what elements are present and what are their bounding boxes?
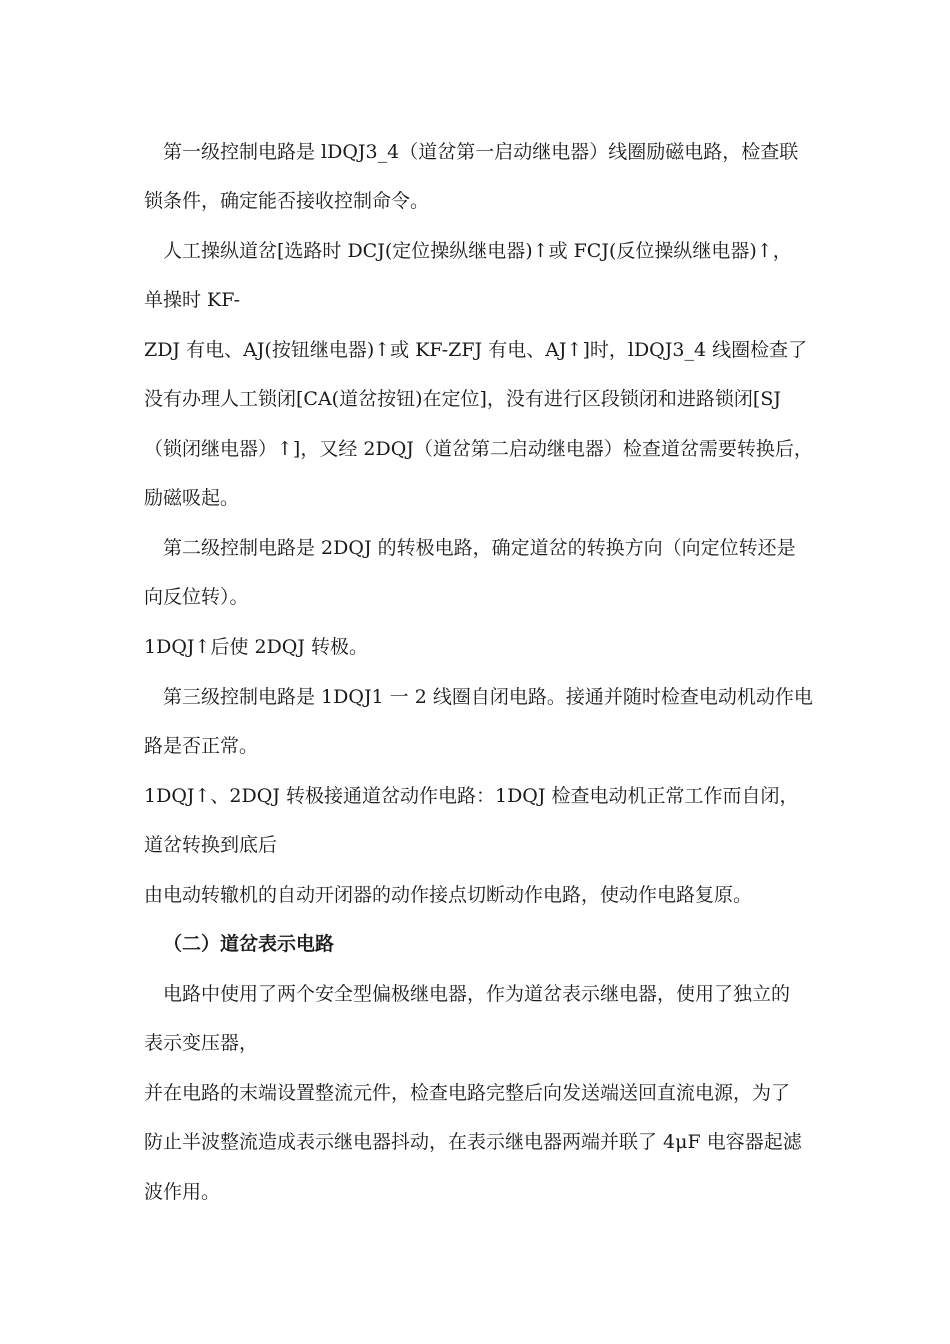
paragraph-line: 道岔转换到底后 [144,834,278,856]
paragraph-line: 锁条件，确定能否接收控制命令。 [144,190,430,212]
paragraph-line: 1DQJ↑、2DQJ 转极接通道岔动作电路：1DQJ 检查电动机正常工作而自闭， [144,785,799,807]
paragraph-line: 1DQJ↑后使 2DQJ 转极。 [144,636,369,658]
paragraph-line: 并在电路的末端设置整流元件，检查电路完整后向发送端送回直流电源，为了 [144,1082,791,1104]
paragraph-line: 没有办理人工锁闭[CA(道岔按钮)在定位]，没有进行区段锁闭和进路锁闭[SJ [144,388,781,410]
paragraph-line: 向反位转）。 [144,586,249,608]
paragraph-line: 第三级控制电路是 1DQJ1 一 2 线圈自闭电路。接通并随时检查电动机动作电 [163,686,813,708]
paragraph-line: 第二级控制电路是 2DQJ 的转极电路，确定道岔的转换方向（向定位转还是 [163,537,796,559]
paragraph-line: 电路中使用了两个安全型偏极继电器，作为道岔表示继电器，使用了独立的 [163,983,791,1005]
paragraph-line: 表示变压器， [144,1032,259,1054]
paragraph-line: 防止半波整流造成表示继电器抖动，在表示继电器两端并联了 4μF 电容器起滤 [144,1131,802,1153]
paragraph-line: ZDJ 有电、AJ(按钮继电器)↑或 KF-ZFJ 有电、AJ↑]时，lDQJ3_4 线圈检查了 [144,339,808,361]
paragraph-line: 由电动转辙机的自动开闭器的动作接点切断动作电路，使动作电路复原。 [144,884,753,906]
paragraph-line: 人工操纵道岔[选路时 DCJ(定位操纵继电器)↑或 FCJ(反位操纵继电器)↑， [163,240,792,262]
paragraph-line: 励磁吸起。 [144,487,240,509]
paragraph-line: 单操时 KF- [144,289,240,311]
paragraph-line: 路是否正常。 [144,735,259,757]
paragraph-line: 波作用。 [144,1181,221,1203]
paragraph-line: （锁闭继电器）↑]，又经 2DQJ（道岔第二启动继电器）检查道岔需要转换后， [144,438,813,460]
section-heading: （二）道岔表示电路 [163,933,335,955]
paragraph-line: 第一级控制电路是 lDQJ3_4（道岔第一启动继电器）线圈励磁电路，检查联 [163,141,799,163]
